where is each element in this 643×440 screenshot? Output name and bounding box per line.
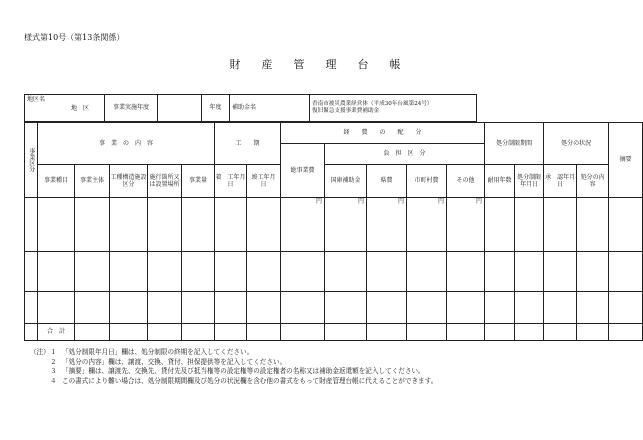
header-period: 工 期 [215, 123, 281, 165]
cell[interactable] [515, 198, 544, 252]
table-row [25, 252, 643, 292]
cell[interactable] [215, 198, 247, 252]
cell[interactable] [544, 198, 577, 252]
note-number: ４ [50, 376, 57, 385]
header-disposal-status: 処分の状況 [544, 123, 609, 165]
cell[interactable] [485, 324, 515, 341]
header-disposal-content: 処分の内 容 [577, 165, 609, 198]
header-prefecture-cost: 県費 [367, 165, 407, 198]
cell[interactable] [247, 292, 281, 324]
cell[interactable] [577, 198, 609, 252]
notes-lead: （注） [30, 348, 50, 356]
cell[interactable] [75, 324, 110, 341]
header-construction-location: 施行箇所又は設置場所 [148, 165, 182, 198]
cell[interactable] [577, 252, 609, 292]
cell[interactable] [515, 324, 544, 341]
note-number: ３ [50, 367, 57, 376]
district-name-label: 地区名 [27, 96, 46, 103]
info-table [24, 94, 477, 122]
cell[interactable] [25, 252, 38, 292]
cell[interactable] [110, 324, 148, 341]
cell[interactable] [182, 292, 215, 324]
note-text: 「摘要」欄は、譲渡先、交換先、貸付先及び抵当権等の設定権等の設定権者の名称又は補助金返還額を記入してください。 [62, 367, 425, 376]
subsidy-name-value [310, 95, 477, 122]
cell[interactable] [407, 252, 447, 292]
cell[interactable] [215, 324, 247, 341]
subsidy-name-label: 補助金名 [230, 95, 310, 122]
note-item [30, 367, 437, 377]
cell[interactable] [247, 324, 281, 341]
page-title: 財産管理台帳 [229, 58, 422, 71]
cell[interactable] [325, 252, 367, 292]
cell[interactable] [515, 292, 544, 324]
cell[interactable] [544, 324, 577, 341]
header-business-entity: 事業主体 [75, 165, 110, 198]
table-row [25, 292, 643, 324]
yen-unit: 円 [367, 198, 407, 252]
cell[interactable] [148, 292, 182, 324]
header-business-content: 事 業 の 内 容 [38, 123, 215, 165]
district-name-cell [25, 95, 105, 122]
cell[interactable] [281, 324, 325, 341]
cell[interactable] [485, 198, 515, 252]
note-item [30, 348, 437, 358]
cell[interactable] [609, 324, 643, 341]
header-approval-date: 承 認年月日 [544, 165, 577, 198]
cell[interactable] [110, 292, 148, 324]
header-construction-category: 工種構造施設区分 [110, 165, 148, 198]
cell[interactable] [182, 324, 215, 341]
cell[interactable] [447, 324, 485, 341]
asset-register-table [24, 122, 643, 341]
cell [25, 324, 38, 341]
cell[interactable] [325, 324, 367, 341]
implementation-year-value[interactable] [158, 95, 202, 122]
yen-unit: 円 [407, 198, 447, 252]
cell[interactable] [148, 324, 182, 341]
header-useful-life: 耐用年数 [485, 165, 515, 198]
header-business-category: 事業区分 [25, 123, 38, 198]
table-row [25, 198, 643, 252]
cell[interactable] [182, 198, 215, 252]
note-text: 「処分制限年月日」欄は、処分制限の終期を記入してください。 [62, 348, 254, 356]
cell[interactable] [447, 252, 485, 292]
cell[interactable] [515, 252, 544, 292]
header-other: その他 [447, 165, 485, 198]
header-remarks: 摘要 [609, 123, 643, 198]
cell[interactable] [247, 198, 281, 252]
yen-unit: 円 [281, 198, 325, 252]
header-disposal-period: 処分制限期間 [485, 123, 544, 165]
note-item [30, 377, 437, 387]
cell[interactable] [577, 324, 609, 341]
year-suffix: 年度 [202, 95, 230, 122]
notes [30, 348, 437, 386]
implementation-year-label: 事業実施年度 [105, 95, 158, 122]
cell[interactable] [367, 292, 407, 324]
cell[interactable] [485, 292, 515, 324]
cell[interactable] [110, 198, 148, 252]
cell[interactable] [75, 292, 110, 324]
cell[interactable] [447, 292, 485, 324]
cell[interactable] [367, 324, 407, 341]
cell[interactable] [609, 292, 643, 324]
header-total-cost: 総事業費 [281, 144, 325, 198]
cell[interactable] [325, 292, 367, 324]
cell[interactable] [38, 252, 75, 292]
subsidy-name-line-1: 香南市被災農業経営体（平成30年台風第24号） [312, 101, 433, 108]
note-text: この書式により難い場合は、処分制限期間欄及び処分の状況欄を含む他の書式をもって財産管理台帳に代えることができます。 [62, 376, 438, 385]
note-text: 「処分の内容」欄は、譲渡、交換、貸付、担保提供等を記入してください。 [62, 357, 287, 366]
cell[interactable] [609, 198, 643, 252]
note-item [30, 358, 437, 368]
header-national-subsidy: 国庫補助金 [325, 165, 367, 198]
yen-unit: 円 [447, 198, 485, 252]
header-business-volume: 事業量 [182, 165, 215, 198]
yen-unit: 円 [325, 198, 367, 252]
cell[interactable] [38, 198, 75, 252]
header-completion-date: 竣工年月 日 [247, 165, 281, 198]
cell[interactable] [485, 252, 515, 292]
cell[interactable] [38, 292, 75, 324]
district-suffix: 地 区 [71, 104, 90, 112]
cell[interactable] [407, 292, 447, 324]
cell[interactable] [609, 252, 643, 292]
cell[interactable] [25, 292, 38, 324]
cell[interactable] [215, 292, 247, 324]
subsidy-name-line-2: 復旧緊急支援事業費補助金 [312, 108, 380, 114]
total-row [25, 324, 643, 341]
note-number: ２ [50, 357, 57, 366]
cell[interactable] [247, 252, 281, 292]
cell[interactable] [148, 198, 182, 252]
form-number: 様式第10号（第13条関係） [24, 33, 125, 42]
header-start-date: 着 工年月日 [215, 165, 247, 198]
cell[interactable] [367, 252, 407, 292]
header-business-type: 事業種目 [38, 165, 75, 198]
cell[interactable] [544, 292, 577, 324]
cell[interactable] [110, 252, 148, 292]
cell[interactable] [407, 324, 447, 341]
header-disposal-limit-date: 処分制限年月日 [515, 165, 544, 198]
cell[interactable] [75, 252, 110, 292]
cell[interactable] [544, 252, 577, 292]
cell[interactable] [148, 252, 182, 292]
note-number: １ [50, 348, 57, 356]
cell[interactable] [25, 198, 38, 252]
header-expense-allocation: 経 費 の 配 分 [281, 123, 485, 144]
cell[interactable] [215, 252, 247, 292]
header-municipal-cost: 市町村費 [407, 165, 447, 198]
cell[interactable] [182, 252, 215, 292]
cell[interactable] [281, 292, 325, 324]
cell[interactable] [577, 292, 609, 324]
total-label: 合 計 [38, 324, 75, 341]
header-burden-category: 負 担 区 分 [325, 144, 485, 165]
cell[interactable] [281, 252, 325, 292]
cell[interactable] [75, 198, 110, 252]
